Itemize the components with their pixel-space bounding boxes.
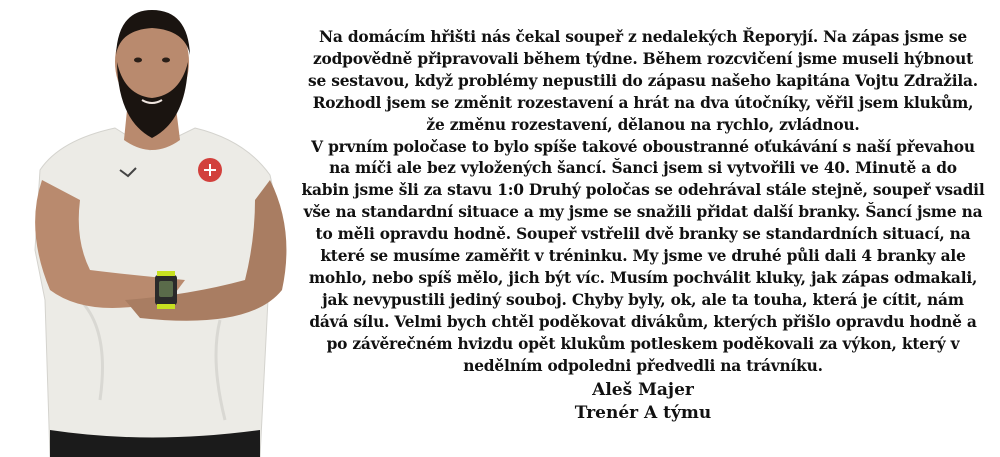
report-line: na míči ale bez vyložených šancí. Šanci jsem si vytvořili ve 40. Minutě a do xyxy=(329,159,957,178)
report-line: že změnu rozestavení, dělanou na rychlo, zvládnou. xyxy=(426,115,860,134)
report-line: nedělním odpoledni předvedli na trávníku. xyxy=(463,356,823,375)
signature-role: Trenér A týmu xyxy=(574,402,712,423)
signature-name: Aleš Majer xyxy=(592,379,694,400)
report-line: vše na standardní situace a my jsme se snažili přidat další branky. Šancí jsme na xyxy=(303,203,983,222)
report-line: dává sílu. Velmi bych chtěl poděkovat divákům, kterých přišlo opravdu hodně a xyxy=(309,312,977,331)
report-line: Na domácím hřišti nás čekal soupeř z nedalekých Řeporyjí. Na zápas jsme se xyxy=(319,28,967,46)
report-line: se sestavou, když problémy nepustili do zápasu našeho kapitána Vojtu Zdražila. xyxy=(308,71,978,90)
report-line: zodpovědně připravovali během týdne. Během rozcvičení jsme museli hýbnout xyxy=(312,49,973,68)
report-line: to měli opravdu hodně. Soupeř vstřelil dvě branky se standardních situací, na xyxy=(315,225,971,244)
report-body xyxy=(292,27,994,378)
report-line: Rozhodl jsem se změnit rozestavení a hrát na dva útočníky, věřil jsem klukům, xyxy=(312,93,974,112)
report-line: kabin jsme šli za stavu 1:0 Druhý poločas se odehrával stále stejně, soupeř vsadil xyxy=(301,181,985,200)
report-line: jak nevypustili jediný souboj. Chyby byly, ok, ale ta touha, která je cítit, nám xyxy=(322,290,964,309)
match-report xyxy=(292,27,994,425)
report-line: mohlo, nebo spíš mělo, jich být víc. Musím pochválit kluky, jak zápas odmakali, xyxy=(308,268,978,287)
report-line: které se musíme zaměřit v tréninku. My jsme ve druhé půli dali 4 branky ale xyxy=(320,247,966,266)
report-line: V prvním poločase to bylo spíše takové oboustranné oťukávání s naší převahou xyxy=(311,137,975,156)
report-line: po závěrečném hvizdu opět klukům potleskem poděkovali za výkon, který v xyxy=(326,334,960,353)
coach-photo xyxy=(20,0,295,457)
